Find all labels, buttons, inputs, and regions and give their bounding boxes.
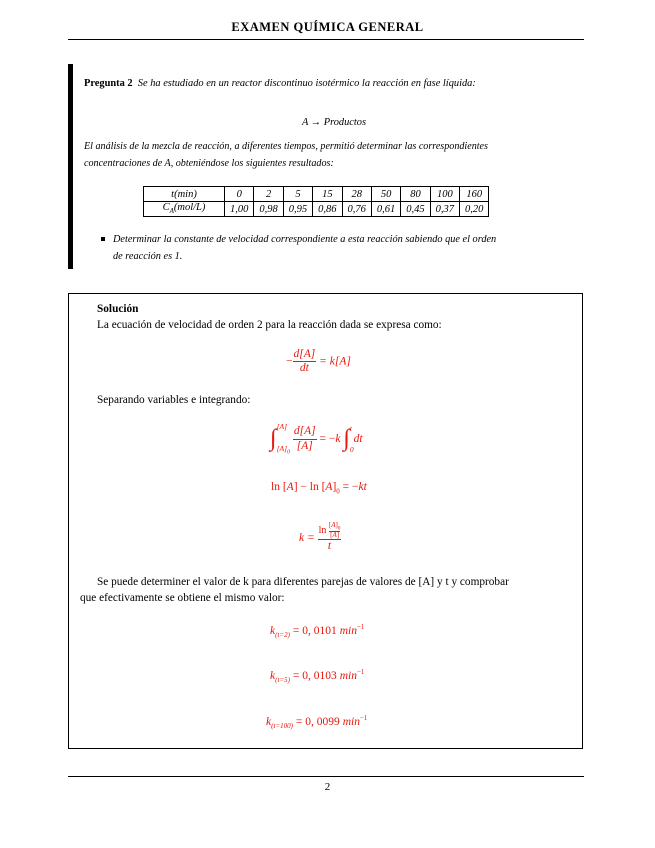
k-result-t5: $k_{(t=5)} = 0$, 0103 $\min^{-1}$ [270, 668, 365, 685]
table-cell: 0,98 [254, 202, 283, 217]
reaction-product: Productos [323, 117, 367, 128]
page-number: 2 [324, 781, 331, 793]
k-result-t100: $k_{(t=100)} = 0$, 0099 $\min^{-1}$ [266, 714, 368, 731]
reaction-reactant: A [301, 117, 309, 128]
header-rule [68, 39, 584, 40]
analysis-text-line1: El análisis de la mezcla de reacción, a diferentes tiempos, permitió determinar las correspondientes [84, 141, 488, 152]
k-result-value: = 0, 0099 [295, 715, 340, 728]
k-result-exponent: −1 [356, 668, 365, 676]
analysis-text-line2: concentraciones de A, obteniéndose los siguientes resultados: [84, 158, 334, 169]
question-intro-text: Se ha estudiado en un reactor discontinuo isotérmico la reacción en fase líquida: [137, 78, 476, 89]
footer-rule [68, 776, 584, 777]
k-result-value: = 0, 0101 [292, 624, 337, 637]
reaction-equation [84, 114, 584, 131]
k-result-unit: min [339, 669, 357, 682]
k-result-t2: $k_{(t=2)} = 0$, 0101 $\min^{-1}$ [270, 623, 365, 640]
integrated-equation: ∫ [A] $[A]_0$ $\frac{d[A]}{[A]}$ = −k ∫ t 0 dt [270, 422, 363, 455]
table-header-time: t(min) [144, 187, 225, 202]
table-cell: 80 [401, 187, 430, 202]
page-header-title: EXAMEN QUÍMICA GENERAL [231, 20, 424, 34]
question-intro [84, 75, 584, 92]
conc-unit: (mol/L) [173, 202, 206, 214]
rate-equation: − $\frac{d[A]}{dt}$ = k[A] [286, 348, 351, 375]
table-cell: 0,37 [430, 202, 459, 217]
table-cell: 100 [430, 187, 459, 202]
table-cell: 0,76 [342, 202, 371, 217]
k-result-exponent: −1 [356, 623, 365, 631]
table-cell: 0 [225, 187, 254, 202]
table-header-concentration [144, 202, 225, 217]
log-equation: $\ln [A] - \ln [A]_0 = -kt$ [271, 481, 367, 496]
table-cell: 5 [283, 187, 312, 202]
table-row-concentration [144, 202, 489, 217]
solution-line1: La ecuación de velocidad de orden 2 para la reacción dada se expresa como: [97, 319, 442, 331]
question-margin-bar [68, 64, 73, 269]
k-result-value: = 0, 0103 [292, 669, 337, 682]
bullet-icon [100, 236, 106, 242]
table-cell: 0,45 [401, 202, 430, 217]
question-label: Pregunta 2 [84, 78, 133, 89]
reaction-arrow: → [310, 117, 322, 128]
solution-separating: Separando variables e integrando: [97, 394, 251, 406]
k-result-unit: min [339, 624, 357, 637]
table-cell: 0,95 [283, 202, 312, 217]
k-result-unit: min [342, 715, 360, 728]
k-result-sub: (t=5) [275, 676, 290, 685]
k-result-sub: (t=2) [275, 631, 290, 640]
k-result-sub: (t=100) [271, 722, 293, 731]
bullet-text-line2: de reacción es 1. [113, 251, 183, 262]
table-cell: 0,61 [371, 202, 400, 217]
table-cell: 50 [371, 187, 400, 202]
table-row-time [144, 187, 489, 202]
solution-determine-line1: Se puede determiner el valor de k para diferentes parejas de valores de [A] y t y comprobar [97, 576, 509, 588]
k-result-exponent: −1 [359, 714, 368, 722]
table-cell: 160 [460, 187, 489, 202]
table-cell: 0,86 [313, 202, 342, 217]
table-cell: 1,00 [225, 202, 254, 217]
table-cell: 2 [254, 187, 283, 202]
table-cell: 15 [313, 187, 342, 202]
conc-subscript: A [169, 207, 174, 216]
table-cell: 0,20 [460, 202, 489, 217]
bullet-text-line1: Determinar la constante de velocidad correspondiente a esta reacción sabiendo que el orden [113, 234, 497, 245]
table-cell: 28 [342, 187, 371, 202]
k-equation: k = ln $\frac{[A]_0}{[A]}$ t [299, 521, 341, 553]
conc-symbol: C [162, 202, 170, 214]
solution-determine-line2: que efectivamente se obtiene el mismo valor: [80, 592, 285, 604]
concentration-table [143, 186, 489, 217]
solution-title: Solución [97, 303, 139, 315]
